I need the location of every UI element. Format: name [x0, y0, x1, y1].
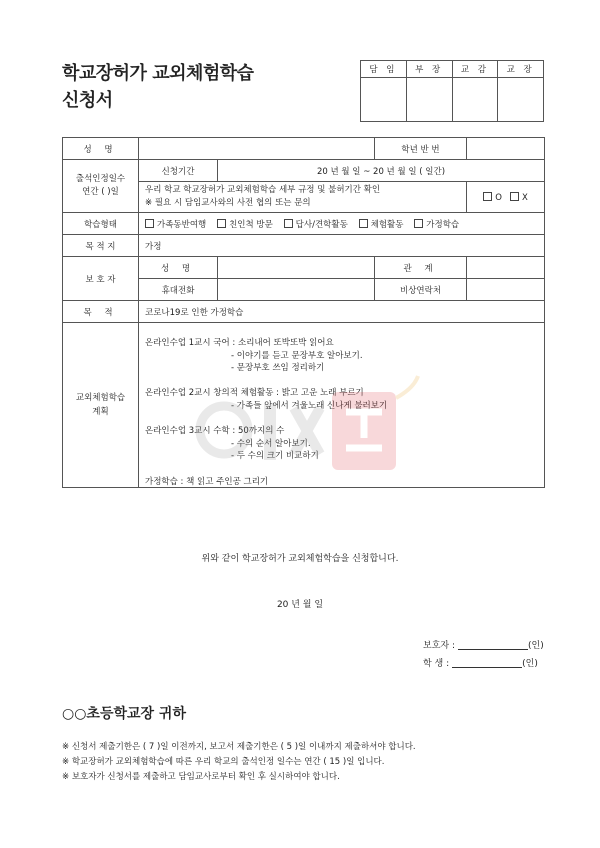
type-relative-visit-checkbox[interactable] — [217, 219, 226, 228]
confirm-o-label: O — [495, 192, 502, 203]
plan-line: 온라인수업 1교시 국어 : 소리내어 또박또박 읽어요 — [145, 338, 334, 348]
application-date[interactable]: 20 년 월 일 — [276, 600, 324, 610]
document-title — [62, 60, 254, 114]
plan-line: 가정학습 : 책 읽고 주인공 그리기 — [145, 476, 269, 487]
confirm-x-label: X — [522, 192, 528, 203]
grade-label: 학년 반 번 — [375, 138, 467, 160]
confirm-o-checkbox[interactable] — [483, 192, 492, 201]
grade-field[interactable] — [467, 138, 545, 160]
guardian-seal-label: (인) — [527, 641, 544, 651]
approval-header-vice-principal: 교 감 — [452, 61, 498, 78]
emergency-contact-field[interactable] — [467, 279, 545, 301]
approval-header-homeroom: 담 임 — [361, 61, 407, 78]
plan-field[interactable] — [139, 323, 545, 488]
rules-confirmation-line-1: 우리 학교 학교장허가 교외체험학습 세부 규정 및 불허기간 확인 — [145, 185, 381, 195]
notes — [62, 740, 416, 785]
confirm-checkboxes — [467, 182, 545, 213]
rules-confirmation — [139, 182, 467, 213]
plan-label-line-1: 교외체험학습 — [75, 393, 126, 404]
plan-line: - 이야기를 듣고 문장부호 알아보기. — [231, 350, 363, 361]
approval-table — [360, 60, 544, 122]
title-line-1: 학교장허가 교외체험학습 — [62, 63, 254, 84]
phone-label: 휴대전화 — [139, 279, 218, 301]
type-experience-label: 체험활동 — [370, 219, 404, 230]
approval-sign-principal[interactable] — [498, 78, 544, 122]
type-home-study-checkbox[interactable] — [414, 219, 423, 228]
note-line: ※ 학교장허가 교외체험학습에 따른 우리 학교의 출석인정 일수는 연간 ( 15 )일 입니다. — [62, 757, 385, 767]
rules-confirmation-line-2: ※ 필요 시 담임교사와의 사전 협의 또는 문의 — [145, 198, 311, 208]
student-signature — [423, 656, 538, 669]
attendance-label-line-2: 연간 ( )일 — [82, 187, 119, 197]
approval-sign-vice-principal[interactable] — [452, 78, 498, 122]
period-field[interactable]: 20 년 월 일 ~ 20 년 월 일 ( 일간) — [218, 160, 545, 182]
type-experience-checkbox[interactable] — [359, 219, 368, 228]
study-type-options — [139, 213, 545, 235]
note-line: ※ 신청서 제출기한은 ( 7 )일 이전까지, 보고서 제출기한은 ( 5 )일 이내까지 제출하셔야 합니다. — [62, 742, 416, 752]
phone-field[interactable] — [218, 279, 375, 301]
guardian-signature — [423, 638, 544, 651]
plan-line: - 두 수의 크기 비교하기 — [231, 451, 319, 462]
addressee: ○○초등학교장 귀하 — [62, 706, 186, 722]
approval-sign-homeroom[interactable] — [361, 78, 407, 122]
type-field-trip-label: 답사/견학활동 — [295, 219, 348, 230]
plan-line: - 수의 순서 알아보기. — [231, 438, 311, 449]
plan-line: 온라인수업 3교시 수학 : 50까지의 수 — [145, 426, 285, 437]
relation-label: 관 계 — [375, 257, 467, 279]
attendance-label-line-1: 출석인정일수 — [75, 174, 126, 184]
note-line: ※ 보호자가 신청서를 제출하고 담임교사로부터 확인 후 실시하여야 합니다. — [62, 772, 340, 782]
guardian-name-label: 성 명 — [139, 257, 218, 279]
plan-line: 온라인수업 2교시 창의적 체험활동 : 밝고 고운 노래 부르기 — [145, 388, 364, 399]
destination-field[interactable]: 가정 — [139, 235, 545, 257]
type-home-study-label: 가정학습 — [426, 219, 460, 230]
purpose-label: 목 적 — [63, 301, 139, 323]
plan-line: - 문장부호 쓰임 정리하기 — [231, 363, 325, 374]
student-signature-line[interactable] — [452, 657, 522, 668]
purpose-field[interactable]: 코로나19로 인한 가정학습 — [139, 301, 545, 323]
guardian-name-field[interactable] — [218, 257, 375, 279]
plan-label — [63, 323, 139, 488]
study-type-label: 학습형태 — [63, 213, 139, 235]
type-field-trip-checkbox[interactable] — [284, 219, 293, 228]
guardian-signature-line[interactable] — [458, 639, 528, 650]
name-field[interactable] — [139, 138, 375, 160]
attendance-label — [63, 160, 139, 213]
guardian-label: 보 호 자 — [63, 257, 139, 301]
type-family-trip-label: 가족동반여행 — [157, 219, 207, 230]
application-statement: 위와 같이 학교장허가 교외체험학습을 신청합니다. — [201, 554, 399, 564]
approval-sign-department[interactable] — [406, 78, 452, 122]
student-signature-label: 학 생 : — [423, 659, 450, 669]
application-form — [62, 137, 545, 488]
title-line-2: 신청서 — [62, 90, 113, 111]
confirm-x-checkbox[interactable] — [510, 192, 519, 201]
plan-label-line-2: 계획 — [92, 407, 109, 418]
approval-header-principal: 교 장 — [498, 61, 544, 78]
approval-header-department: 부 장 — [406, 61, 452, 78]
type-family-trip-checkbox[interactable] — [145, 219, 154, 228]
type-relative-visit-label: 친인척 방문 — [229, 219, 273, 230]
plan-line: - 가족들 앞에서 겨울노래 신나게 불러보기 — [231, 400, 388, 411]
period-label: 신청기간 — [139, 160, 218, 182]
guardian-signature-label: 보호자 : — [423, 641, 455, 651]
name-label: 성 명 — [63, 138, 139, 160]
emergency-contact-label: 비상연락처 — [375, 279, 467, 301]
relation-field[interactable] — [467, 257, 545, 279]
student-seal-label: (인) — [522, 659, 538, 669]
destination-label: 목 적 지 — [63, 235, 139, 257]
